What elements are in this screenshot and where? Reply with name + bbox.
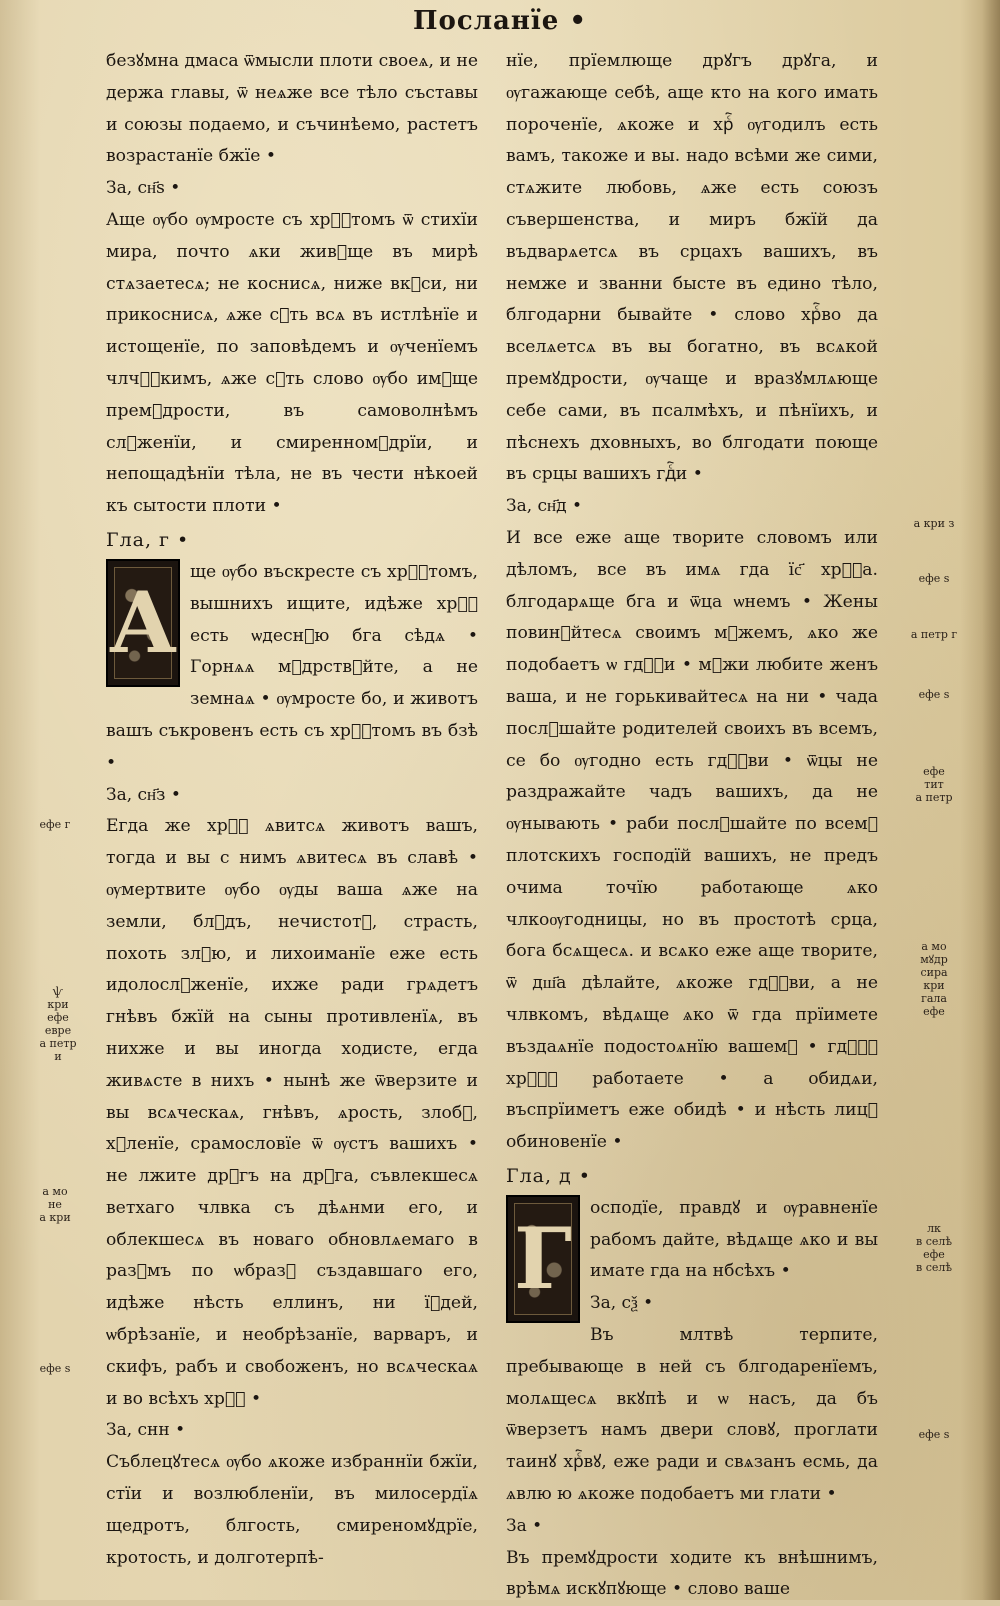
left-paragraph-4: Егда же хрⷭ҇ ѧвитсѧ животъ вашъ, тогда и вы с нимъ ѧвитесѧ въ славѣ • ѹмертвите ѹбо ѹды ваша ѧже на земли, блꙋдъ, нечистотꙋ, страсть, похоть злꙋю, и лихоиманїе еже есть идолослꙋженїе, ихже ради грѧдетъ гнѣвъ бжїй на сыны противленїѧ, въ нихже и вы иногда ходисте, егда живѧсте в нихъ • нынѣ же ѿверзите и вы всѧческаѧ, гнѣвъ, ѧрость, злобꙋ, хꙋленїе, срамословїе ѿ ѹстъ вашихъ • не лжите дрꙋгъ на дрꙋга, съвлекшесѧ ветхаго члвка съ дѣѧнми его, и облекшесѧ въ новаго обновлѧемаго в разꙋмъ по ѡбразꙋ създавшаго его, идѣже нѣсть еллинъ, ни їꙋдей, ѡбрѣзанїе, и необрѣзанїе, варваръ, и скифъ, рабъ и свобоженъ, но всѧческаѧ и во всѣхъ хрⷭ҇ •	[106, 816, 478, 1409]
left-column	[106, 46, 479, 1568]
left-zachalo-1: За, сн҃ѕ •	[106, 178, 181, 199]
left-zachalo-3: За, сн҃з •	[106, 784, 181, 805]
margin-note-right-1: а кри з	[913, 517, 955, 530]
margin-note-right-5: ефе тит а петр	[915, 765, 953, 804]
left-chapter-heading: Гла, г •	[106, 528, 190, 551]
margin-note-left-1: ефе г	[39, 818, 71, 831]
left-paragraph-3: ще ѹбо въскресте съ хрⷭ҇томъ, вышнихъ ищите, идѣже хрⷭ҇ есть ѡдеснꙋю бга сѣдѧ • Горнѧѧ мꙋдрствꙋйте, а не земнаѧ • ѹмросте бо, и животъ вашъ съкровенъ есть съ хрⷭ҇томъ въ бзѣ •	[106, 561, 478, 773]
left-paragraph-2: Аще ѹбо ѹмросте съ хрⷭ҇томъ ѿ стихїи мира, почто ѧки живꙋще въ мирѣ стѧзаетесѧ; не коснисѧ, ниже вкꙋси, ни прикоснисѧ, ѧже сꙋть всѧ въ истлѣнїе и истощенїе, по заповѣдемъ и ѹченїемъ члчⷭ҇кимъ, ѧже сꙋть слово ѹбо имꙋще премꙋдрости, въ самоволнѣмъ слꙋженїи, и смиренномꙋдрїи, и непощадѣнїи тѣла, не въ чести нѣкоей къ сытости плоти •	[106, 209, 478, 517]
right-paragraph-1: нїе, прїемлюще дрꙋгъ дрꙋга, и ѹгажающе себѣ, аще кто на кого имать пороченїе, ѧкоже и хрⷭ҇ ѹгодилъ есть вамъ, такоже и вы. надо всѣми же сими, стѧжите любовь, ѧже есть союзъ съвершенства, и миръ бжїй да въдварѧетсѧ въ срцахъ вашихъ, въ немже и званни бысте въ едино тѣло, блгодарни бывайте • слово хрⷭ҇во да вселѧетсѧ въ вы богатно, въ всѧкой премꙋдрости, ѹчаще и вразꙋмлѧюще себе сами, въ псалмѣхъ, и пѣнїихъ, и пѣснехъ дховныхъ, во блгодати поюще въ срцы вашихъ гдⷭ҇и •	[506, 51, 878, 485]
right-column	[506, 46, 878, 1600]
margin-note-right-8: ефе s	[918, 1428, 950, 1441]
left-paragraph-5: Съблецꙋтесѧ ѹбо ѧкоже избраннїи бжїи, стїи и возлюбленїи, въ милосердїѧ щедротъ, блгость, смиреномꙋдрїе, кротость, и долготерпѣ-	[106, 1452, 478, 1568]
margin-note-right-2: ефе s	[918, 572, 950, 585]
right-paragraph-3: осподїе, правдꙋ и ѹравненїе рабомъ дайте, вѣдѧще ѧко и вы имате гда на нбсѣхъ •	[590, 1197, 878, 1282]
left-paragraph-1: безꙋмна дмаса ѿмысли плоти своеѧ, и не держа главы, ѿ неѧже все тѣло съставы и союзы подаемо, и съчинѣемо, растетъ возрастанїе бжїе •	[106, 51, 479, 167]
right-zachalo-4: За •	[506, 1515, 543, 1536]
initial-letter-glyph: А	[108, 572, 178, 672]
initial-letter-glyph: Г	[514, 1208, 572, 1308]
margin-note-left-2: ѱ кри ефе евре а петр и	[39, 985, 77, 1063]
running-title: Посланїе •	[412, 6, 588, 36]
decorated-initial-letter	[106, 559, 180, 687]
right-zachalo-3: За, сѯ •	[590, 1293, 654, 1314]
margin-note-left-4: ефе s	[39, 1362, 71, 1375]
left-zachalo-4: За, снн •	[106, 1420, 186, 1441]
margin-note-right-6: а мо мꙋдр сира кри гала ефе	[920, 940, 948, 1018]
right-chapter-heading: Гла, д •	[506, 1164, 592, 1187]
page-edge-shadow	[982, 0, 1000, 1600]
right-paragraph-4: Въ млтвѣ терпите, пребывающе в ней съ блгодаренїемъ, молѧщесѧ вкꙋпѣ и ѡ насъ, да бъ ѿверзетъ намъ двери словꙋ, проглати таинꙋ хрⷭ҇вꙋ, еже ради и свѧзанъ есмь, да ѧвлю ю ѧкоже подобаетъ ми глати •	[506, 1325, 878, 1505]
decorated-initial-letter	[506, 1195, 580, 1323]
right-zachalo-1: За, сн҃д •	[506, 496, 583, 517]
left-initial-paragraph	[106, 557, 478, 780]
margin-note-right-4: ефе s	[918, 688, 950, 701]
margin-note-left-3: а мо не а кри	[39, 1185, 71, 1224]
right-paragraph-2: И все еже аще творите словомъ или дѣломъ, все въ имѧ гда їс҃ хрⷭ҇а. блгодарѧще бга и ѿца ѡнемъ • Жены повинꙋйтесѧ своимъ мꙋжемъ, ѧко же подобаетъ ѡ гдⷭ҇и • мꙋжи любите женъ ваша, и не горькивайтесѧ на ни • чада послꙋшайте родителей своихъ въ всемъ, се бо ѹгодно есть гдⷭ҇ви • ѿцы не раздражайте чадъ вашихъ, да не ѹнывають • раби послꙋшайте по всемꙋ плотскихъ господїй вашихъ, не предъ очима точїю работающе ѧко члкоѹгодницы, но въ простотѣ срца, бога бсѧщесѧ. и всѧко еже аще творите, ѿ дш҃а дѣлайте, ѧкоже гдⷭ҇ви, а не члвкомъ, вѣдѧще ѧко ѿ гда прїимете въздаѧнїе подостоѧнїю вашемꙋ • гдⷭ҇ꙋ хрⷭ҇ꙋ работаете • а обидѧи, въспрїиметъ еже обидѣ • и нѣсть лицꙋ обиновенїе •	[506, 527, 878, 1153]
margin-note-right-3: а петр г	[910, 628, 958, 641]
margin-note-right-7: лк в селѣ ефе в селѣ	[916, 1222, 952, 1274]
right-paragraph-5: Въ премꙋдрости ходите къ внѣшнимъ, врѣмѧ искꙋпꙋюще • слово ваше	[506, 1547, 878, 1600]
